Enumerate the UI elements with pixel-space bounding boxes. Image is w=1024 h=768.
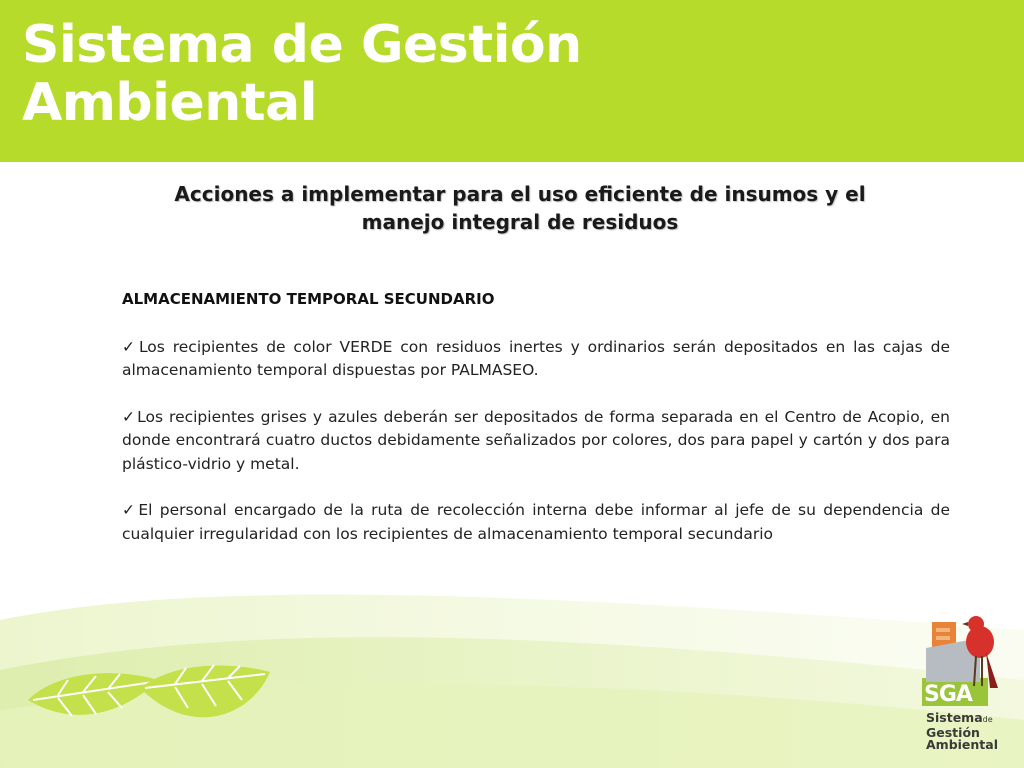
header-title-line2: Ambiental bbox=[22, 73, 318, 133]
checkmark-icon: ✓ bbox=[122, 501, 138, 519]
checkmark-icon: ✓ bbox=[122, 337, 138, 356]
header-title bbox=[22, 16, 582, 132]
header-title-line1: Sistema de Gestión bbox=[22, 15, 582, 75]
checkmark-icon: ✓ bbox=[122, 407, 137, 426]
logo-line1: Sistema bbox=[926, 710, 983, 725]
header-band bbox=[0, 0, 1024, 162]
bullet-text: El personal encargado de la ruta de recolección interna debe informar al jefe de su dependencia de cualquier irregularidad con los recipientes de almacenamiento temporal secundario bbox=[122, 501, 950, 543]
sga-logo bbox=[918, 608, 1012, 760]
decorative-leaves-background bbox=[0, 560, 1024, 768]
bullet-text: Los recipientes de color VERDE con residuos inertes y ordinarios serán depositados en las cajas de almacenamiento temporal dispuestas por PALMASEO. bbox=[122, 337, 950, 379]
content-body bbox=[122, 288, 950, 569]
section-heading: ALMACENAMIENTO TEMPORAL SECUNDARIO bbox=[122, 290, 495, 308]
bullet-item bbox=[122, 336, 950, 383]
logo-line2: Gestión bbox=[926, 724, 980, 740]
bullet-item bbox=[122, 406, 950, 477]
bullet-item bbox=[122, 499, 950, 546]
logo-wordmark bbox=[926, 712, 998, 752]
subtitle-line2: manejo integral de residuos bbox=[361, 210, 679, 234]
subtitle-line1: Acciones a implementar para el uso eficiente de insumos y el bbox=[174, 182, 866, 206]
logo-line3: Ambiental bbox=[926, 737, 999, 752]
bullet-text: Los recipientes grises y azules deberán ser depositados de forma separada en el Centro de Acopio, en donde encontrará cuatro ductos debidamente señalizados por colores, dos para papel y cartón y dos para plástico-vidrio y metal. bbox=[122, 407, 950, 473]
slide-subtitle bbox=[120, 180, 920, 236]
logo-badge: SGA bbox=[924, 682, 972, 707]
logo-line1-small: de bbox=[982, 715, 993, 724]
